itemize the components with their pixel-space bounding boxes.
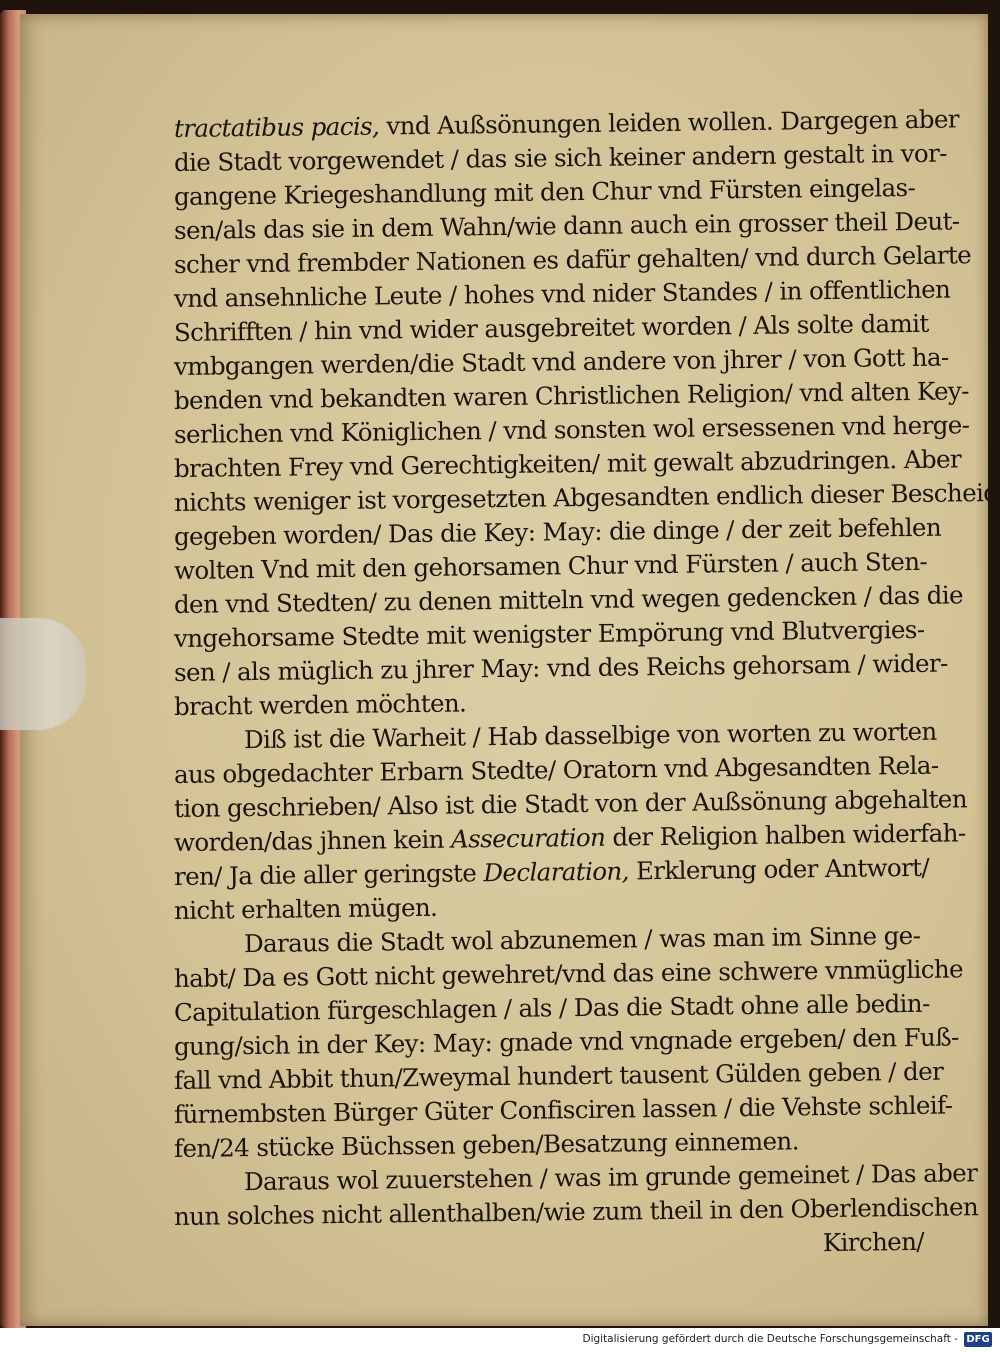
text-segment: vnd Außsönungen leiden wollen. Dargegen aber [379,104,960,141]
footer-bar [0,1328,1000,1352]
text-segment: Daraus wol zuuerstehen / was im grunde gemeinet / Das aber [243,1158,978,1197]
text-segment: wolten Vnd mit den gehorsamen Chur vnd Fürsten / auch Sten- [173,546,928,585]
text-segment: nichts weniger ist vorgesetzten Abgesandten endlich dieser Bescheid [173,477,999,517]
text-segment: vmbgangen werden/die Stadt vnd andere von jhrer / von Gott ha- [173,342,949,381]
text-segment: gegeben worden/ Das die Key: May: die dinge / der zeit befehlen [173,512,942,551]
page-text [173,104,999,1268]
text-segment: Schrifften / hin vnd wider ausgebreitet worden / Als solte damit [173,308,929,347]
bookmark-tab [0,618,86,730]
text-segment: Daraus die Stadt wol abzunemen / was man im Sinne ge- [243,920,921,959]
italic-segment: Assecuration [450,822,606,854]
text-segment: fall vnd Abbit thun/Zweymal hundert tausent Gülden geben / der [173,1056,944,1095]
text-segment: sen/als das sie in dem Wahn/wie dann auch ein grosser theil Deut- [173,206,960,245]
text-segment: die Stadt vorgewendet / das sie sich keiner andern gestalt in vor- [173,138,947,177]
text-segment: fürnembsten Bürger Güter Confisciren lassen / die Vehste schleif- [173,1090,953,1129]
text-segment: brachten Frey vnd Gerechtigkeiten/ mit gewalt abzudringen. Aber [173,444,962,483]
text-segment: bracht werden möchten. [173,688,467,721]
text-segment: sen / als müglich zu jhrer May: vnd des Reichs gehorsam / wider- [173,648,948,687]
text-segment: habt/ Da es Gott nicht gewehret/vnd das eine schwere vnmügliche [173,954,964,993]
text-segment: nicht erhalten mügen. [173,892,438,925]
catchword: Kirchen/ [822,1226,925,1258]
text-segment: Erklerung oder Antwort/ [628,852,930,886]
text-segment: fen/24 stücke Büchssen geben/Besatzung einnemen. [173,1126,799,1163]
text-segment: nun solches nicht allenthalben/wie zum theil in den Oberlendischen [173,1192,979,1231]
text-segment: gung/sich in der Key: May: gnade vnd vngnade ergeben/ den Fuß- [173,1022,959,1061]
text-segment: den vnd Stedten/ zu denen mitteln vnd wegen gedencken / das die [173,580,964,619]
text-segment: aus obgedachter Erbarn Stedte/ Oratorn vnd Abgesandten Rela- [173,750,939,789]
text-segment: vngehorsame Stedte mit wenigster Empörung vnd Blutvergies- [173,614,925,653]
text-segment: scher vnd frembder Nationen es dafür gehalten/ vnd durch Gelarte [173,240,972,279]
text-segment: worden/das jhnen kein [173,824,452,857]
text-segment: Capitulation fürgeschlagen / als / Das die Stadt ohne alle bedin- [173,988,930,1027]
italic-segment: tractatibus pacis, [173,111,380,143]
italic-segment: Declaration, [483,856,630,888]
text-segment: der Religion halben widerfah- [605,818,966,852]
dfg-logo: DFG [964,1332,992,1347]
text-segment: tion geschrieben/ Also ist die Stadt von der Außsönung abgehalten [173,784,968,823]
text-segment: serlichen vnd Königlichen / vnd sonsten wol ersessenen vnd herge- [173,410,970,449]
text-segment: vnd ansehnliche Leute / hohes vnd nider Standes / in offentlichen [173,274,951,313]
text-segment: Diß ist die Warheit / Hab dasselbige von worten zu worten [243,716,937,755]
text-segment: ren/ Ja die aller geringste [173,858,484,891]
text-segment: gangene Kriegeshandlung mit den Chur vnd Fürsten eingelas- [173,172,916,211]
footer-credit: Digitalisierung gefördert durch die Deutsche Forschungsgemeinschaft - [582,1333,958,1345]
text-segment: benden vnd bekandten waren Christlichen Religion/ vnd alten Key- [173,376,970,415]
